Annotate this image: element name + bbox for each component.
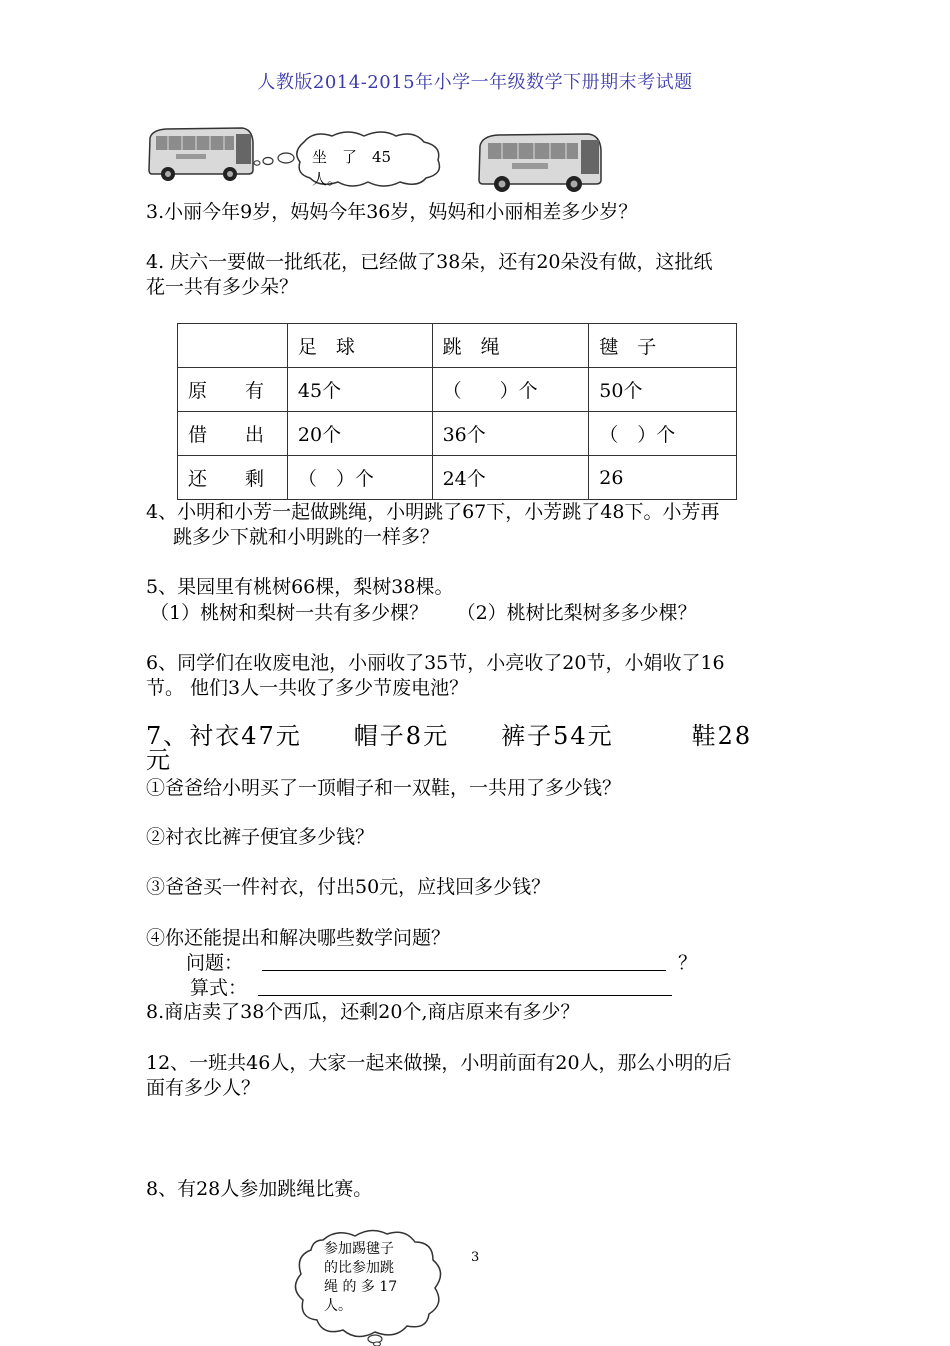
- table-cell: [178, 324, 288, 368]
- table-cell: 借 出: [178, 412, 288, 456]
- question-4-line2: 花一共有多少朵？: [146, 276, 299, 298]
- question-4-line1: 4. 庆六一要做一批纸花，已经做了38朵，还有20朵没有做，这批纸: [146, 251, 713, 273]
- table-cell: 20个: [287, 412, 432, 456]
- problem-label: 问题：: [186, 952, 244, 974]
- question-12-line2: 面有多少人？: [146, 1077, 261, 1099]
- table-cell: 50个: [589, 368, 737, 412]
- table-cell: 跳 绳: [432, 324, 589, 368]
- question-12-line1: 12、一班共46人，大家一起来做操，小明前面有20人，那么小明的后: [146, 1052, 732, 1074]
- table-cell: 毽 子: [589, 324, 737, 368]
- table-cell: 原 有: [178, 368, 288, 412]
- question-7-sub3: ③爸爸买一件衬衣，付出50元，应找回多少钱？: [146, 876, 551, 898]
- question-4b-line1: 4、小明和小芳一起做跳绳，小明跳了67下，小芳跳了48下。小芳再: [146, 501, 720, 523]
- table-cell: （ ）个: [589, 412, 737, 456]
- question-3: 3.小丽今年9岁，妈妈今年36岁，妈妈和小丽相差多少岁？: [146, 201, 638, 223]
- thought-cloud-line4: 人。: [324, 1298, 352, 1314]
- table-header-row: [178, 324, 737, 368]
- bus-image-right: [476, 130, 604, 194]
- question-5-line1: 5、果园里有桃树66棵，梨树38棵。: [146, 576, 454, 598]
- bus-bubble-text: 坐 了 45 人。: [312, 148, 392, 188]
- table-cell: （ ）个: [432, 368, 589, 412]
- thought-cloud-line3: 绳 的 多 17: [324, 1279, 398, 1295]
- question-6-line1: 6、同学们在收废电池，小丽收了35节，小亮收了20节，小娟收了16: [146, 652, 725, 674]
- question-7-line1: 7、衬衣47元 帽子8元 裤子54元 鞋28: [146, 722, 753, 750]
- table-row: [178, 368, 737, 412]
- table-cell: 24个: [432, 456, 589, 500]
- table-cell: 还 剩: [178, 456, 288, 500]
- question-7-sub2: ②衬衣比裤子便宜多少钱？: [146, 826, 375, 848]
- problem-answer-line[interactable]: [262, 970, 666, 971]
- table-row: [178, 412, 737, 456]
- thought-cloud-line2: 的比参加跳: [324, 1260, 394, 1276]
- question-5-line2: （1）桃树和梨树一共有多少棵？ （2）桃树比梨树多多少棵？: [150, 602, 697, 624]
- question-8: 8.商店卖了38个西瓜，还剩20个,商店原来有多少？: [146, 1001, 580, 1023]
- question-7-sub1: ①爸爸给小明买了一顶帽子和一双鞋，一共用了多少钱？: [146, 777, 622, 799]
- question-8b: 8、有28人参加跳绳比赛。: [146, 1178, 373, 1200]
- thought-cloud-line1: 参加踢毽子: [324, 1241, 394, 1257]
- table-cell: （ ）个: [287, 456, 432, 500]
- table-cell: 45个: [287, 368, 432, 412]
- question-7-sub4: ④你还能提出和解决哪些数学问题？: [146, 927, 451, 949]
- page-header: 人教版2014-2015年小学一年级数学下册期末考试题: [257, 72, 693, 93]
- sports-equipment-table: [177, 323, 737, 500]
- bus-image-left: [146, 124, 256, 184]
- problem-question-mark: ？: [678, 952, 698, 974]
- formula-label: 算式：: [190, 977, 248, 999]
- question-7-line2: 元: [146, 746, 172, 774]
- table-row: [178, 456, 737, 500]
- page-number: 3: [471, 1250, 480, 1265]
- question-4b-line2: 跳多少下就和小明跳的一样多？: [173, 526, 440, 548]
- table-cell: 36个: [432, 412, 589, 456]
- formula-answer-line[interactable]: [258, 995, 672, 996]
- question-6-line2: 节。 他们3人一共收了多少节废电池？: [146, 677, 469, 699]
- table-cell: 26: [589, 456, 737, 500]
- table-cell: 足 球: [287, 324, 432, 368]
